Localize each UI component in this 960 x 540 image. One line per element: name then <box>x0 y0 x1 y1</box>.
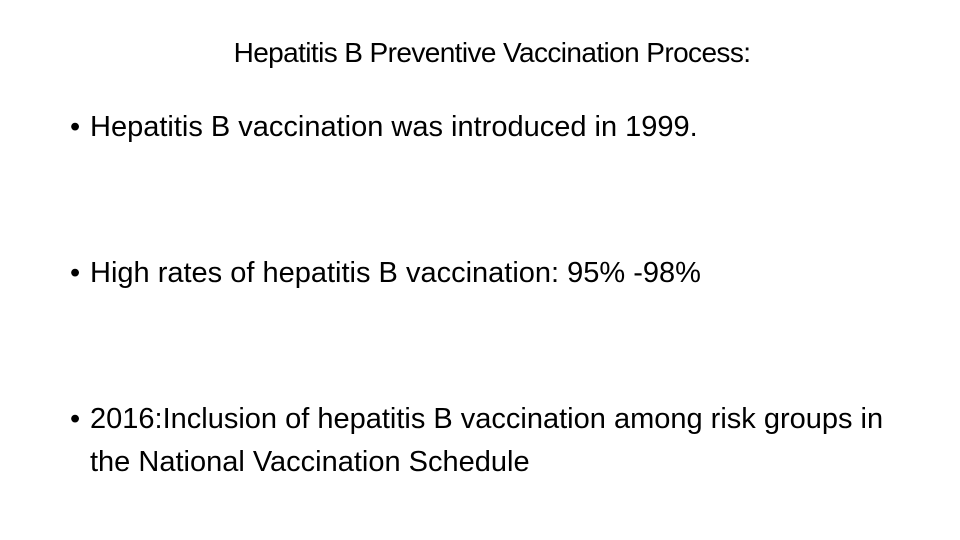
bullet-text: Hepatitis B vaccination was introduced in 1999. <box>90 111 698 143</box>
bullet-item <box>70 106 910 149</box>
bullet-text: High rates of hepatitis B vaccination: 95% -98% <box>90 257 701 289</box>
slide-title: Hepatitis B Preventive Vaccination Process: <box>233 37 751 68</box>
bullet-icon: • <box>70 403 81 435</box>
bullet-item <box>70 398 910 484</box>
bullet-icon: • <box>70 257 81 289</box>
bullet-item <box>70 252 910 295</box>
bullet-text: 2016:Inclusion of hepatitis B vaccination among risk groups in the National Vaccination Schedule <box>90 403 884 478</box>
bullet-icon: • <box>70 111 81 143</box>
